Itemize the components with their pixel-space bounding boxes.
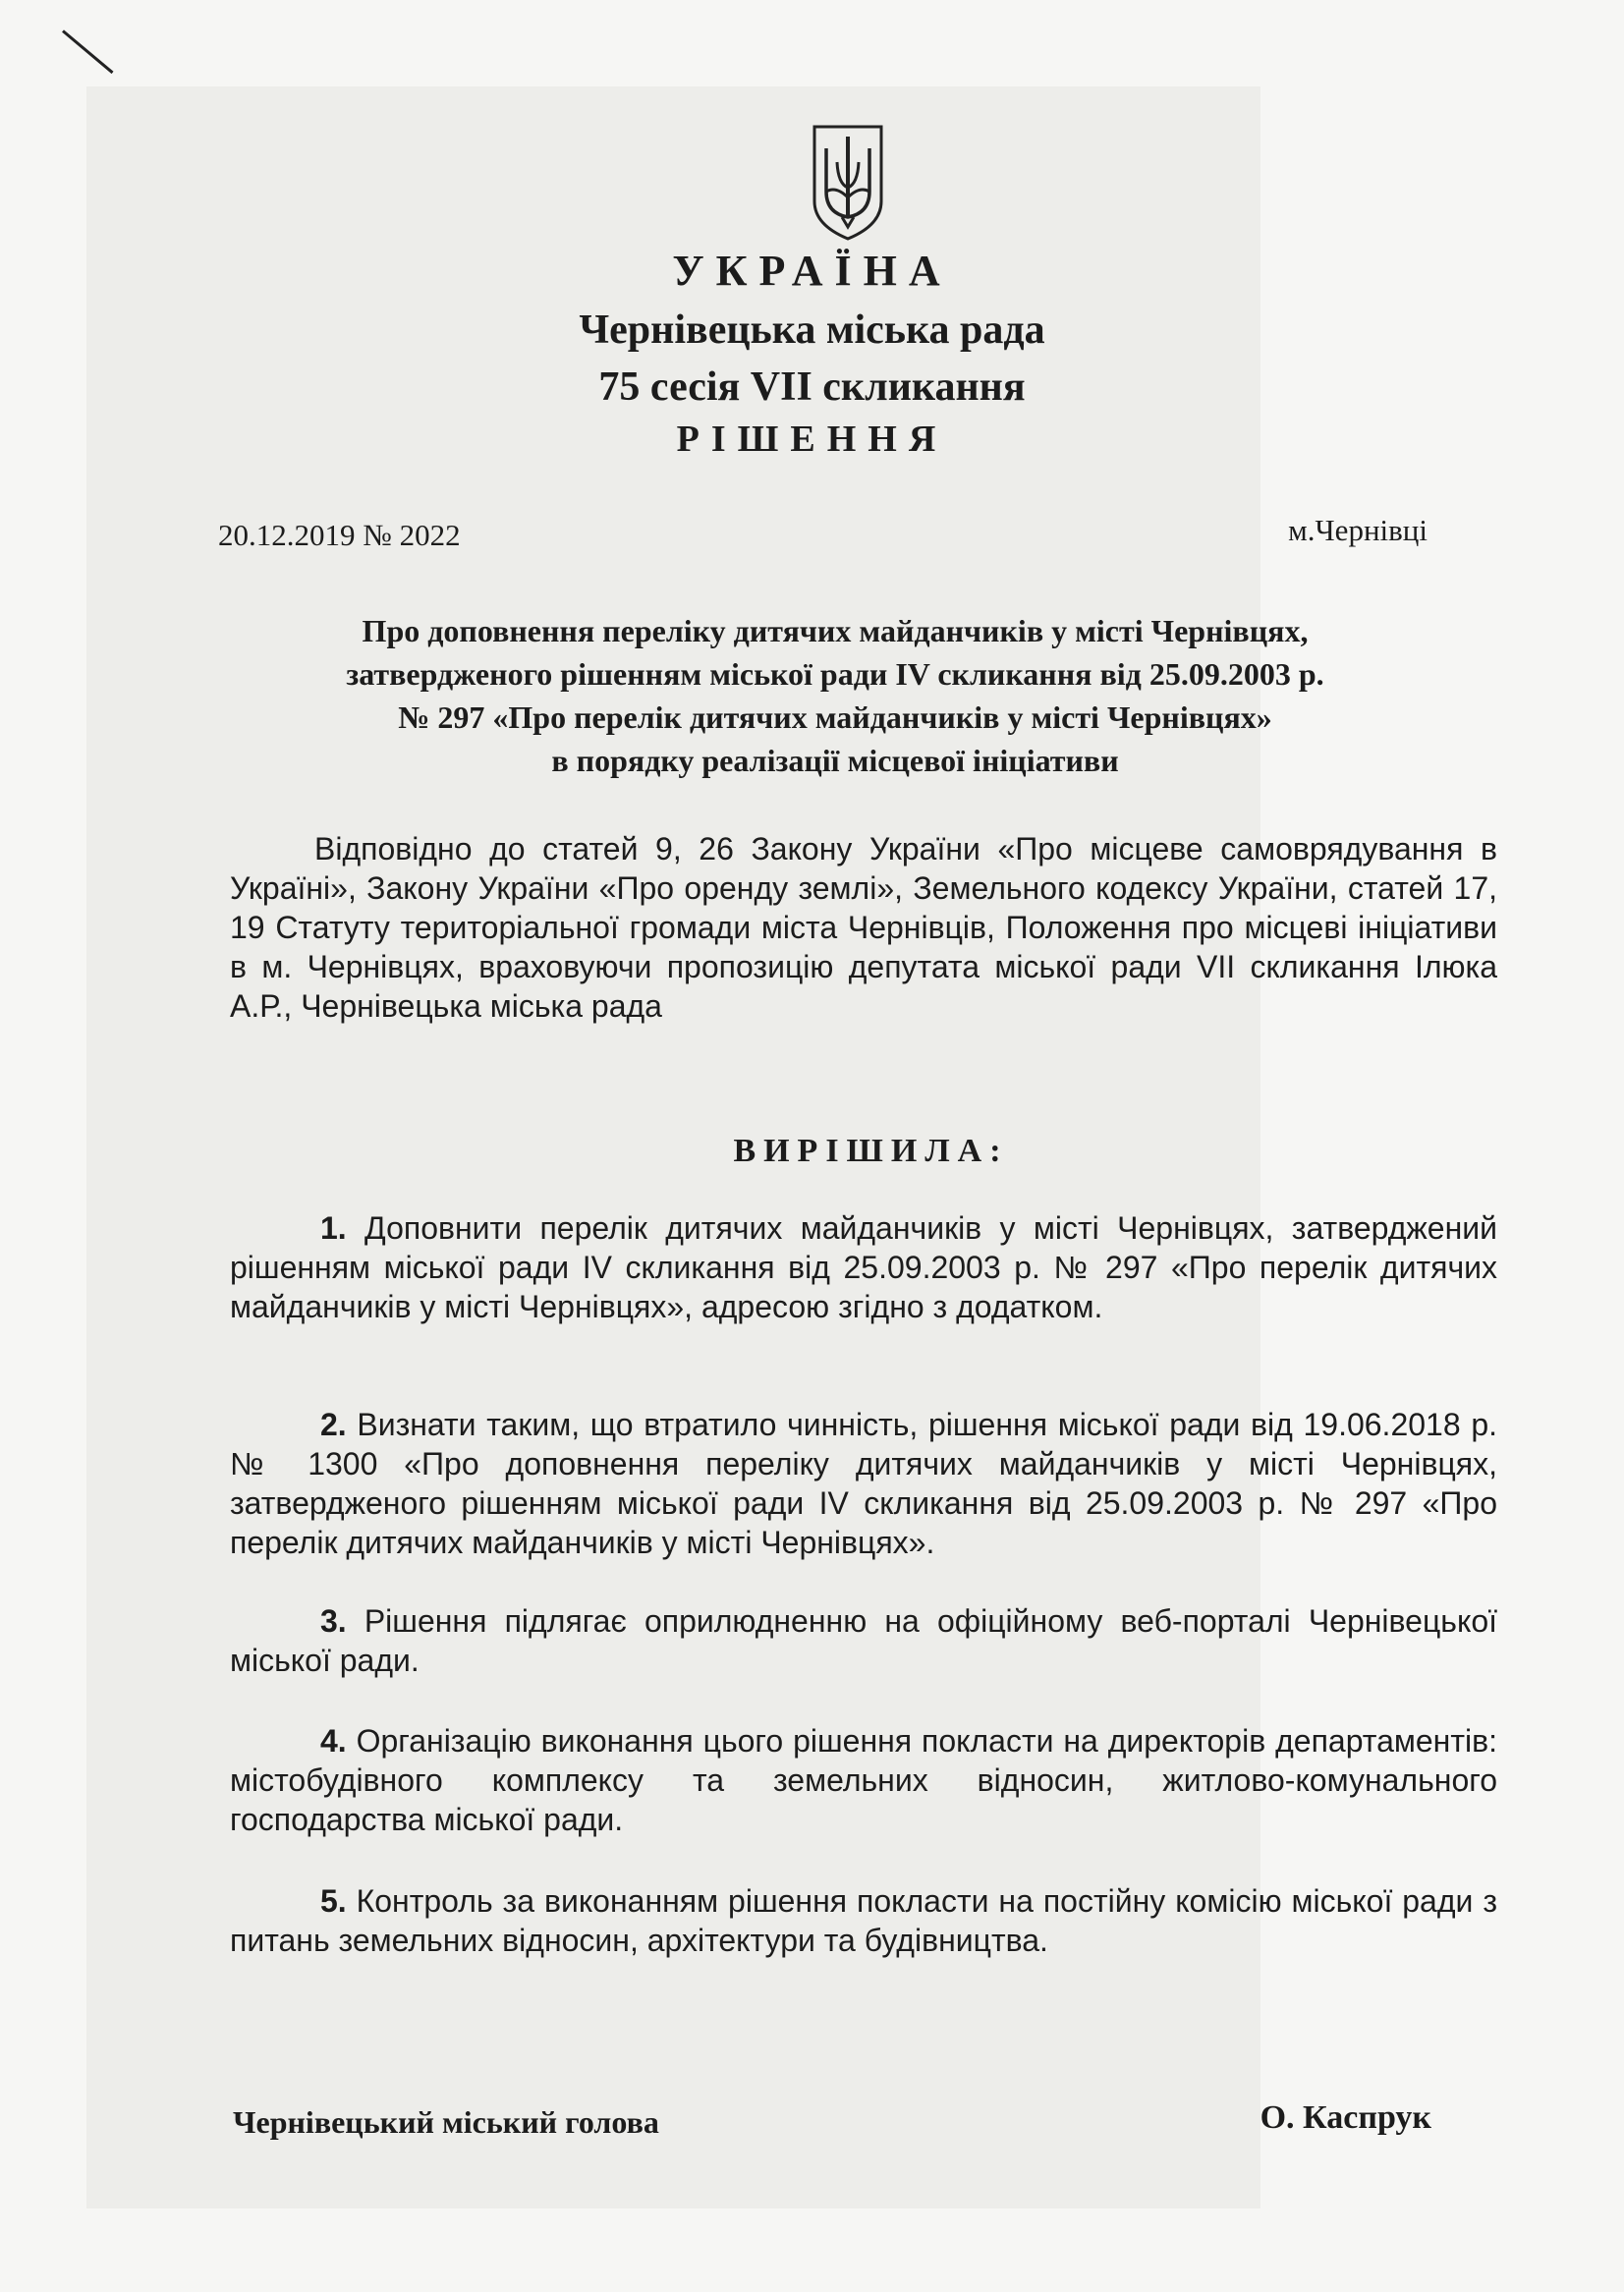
decision-subject: [246, 609, 1425, 782]
signature-name: О. Каспрук: [1260, 2099, 1431, 2136]
item-text: Організацію виконання цього рішення покласти на директорів департаментів: містобудівного комплексу та земельних відносин, житлово-комунального господарства міської ради.: [230, 1723, 1497, 1837]
decided-heading: ВИРІШИЛА:: [733, 1133, 1009, 1169]
decision-item-2: [230, 1405, 1497, 1562]
signature-title: Чернівецький міський голова: [233, 2104, 659, 2140]
item-text: Контроль за виконанням рішення покласти на постійну комісію міської ради з питань земельних відносин, архітектури та будівництва.: [230, 1883, 1497, 1958]
trident-emblem-icon: [811, 123, 885, 243]
subject-line: затвердженого рішенням міської ради IV скликання від 25.09.2003 р.: [346, 656, 1324, 692]
session-name: 75 сесія VII скликання: [598, 364, 1026, 410]
document-type: РІШЕННЯ: [676, 419, 948, 460]
city-name: м.Чернівці: [1288, 513, 1428, 547]
decision-item-1: [230, 1208, 1497, 1326]
decision-item-5: [230, 1881, 1497, 1960]
preamble-paragraph: Відповідно до статей 9, 26 Закону України «Про місцеве самоврядування в Україні», Закону України «Про оренду землі», Земельного кодексу України, статей 17, 19 Статуту територіальної громади міста Чернівців, Положення про місцеві ініціативи в м. Чернівцях, враховуючи пропозицію депутата міської ради VII скликання Ілюка А.Р., Чернівецька міська рада: [230, 831, 1497, 1024]
decision-item-3: [230, 1601, 1497, 1680]
date-number: 20.12.2019 № 2022: [218, 518, 461, 552]
item-text: Доповнити перелік дитячих майданчиків у місті Чернівцях, затверджений рішенням міської ради IV скликання від 25.09.2003 р. № 297 «Про перелік дитячих майданчиків у місті Чернівцях», адресою згідно з додатком.: [230, 1210, 1497, 1324]
item-number: 4.: [320, 1723, 347, 1759]
scan-mark: [62, 29, 113, 74]
item-number: 2.: [320, 1407, 347, 1442]
country-title: УКРАЇНА: [672, 247, 952, 295]
decision-item-4: [230, 1721, 1497, 1839]
subject-line: Про доповнення переліку дитячих майданчиків у місті Чернівцях,: [362, 613, 1309, 648]
council-name: Чернівецька міська рада: [579, 307, 1045, 353]
item-text: Визнати таким, що втратило чинність, рішення міської ради від 19.06.2018 р. № 1300 «Про доповнення переліку дитячих майданчиків у місті Чернівцях, затвердженого рішенням міської ради IV скликання від 25.09.2003 р. № 297 «Про перелік дитячих майданчиків у місті Чернівцях».: [230, 1407, 1497, 1560]
item-text: Рішення підлягає оприлюдненню на офіційному веб-порталі Чернівецької міської ради.: [230, 1603, 1497, 1678]
item-number: 3.: [320, 1603, 347, 1639]
subject-line: в порядку реалізації місцевої ініціативи: [551, 743, 1119, 778]
subject-line: № 297 «Про перелік дитячих майданчиків у місті Чернівцях»: [398, 699, 1272, 735]
item-number: 1.: [320, 1210, 347, 1246]
item-number: 5.: [320, 1883, 347, 1919]
